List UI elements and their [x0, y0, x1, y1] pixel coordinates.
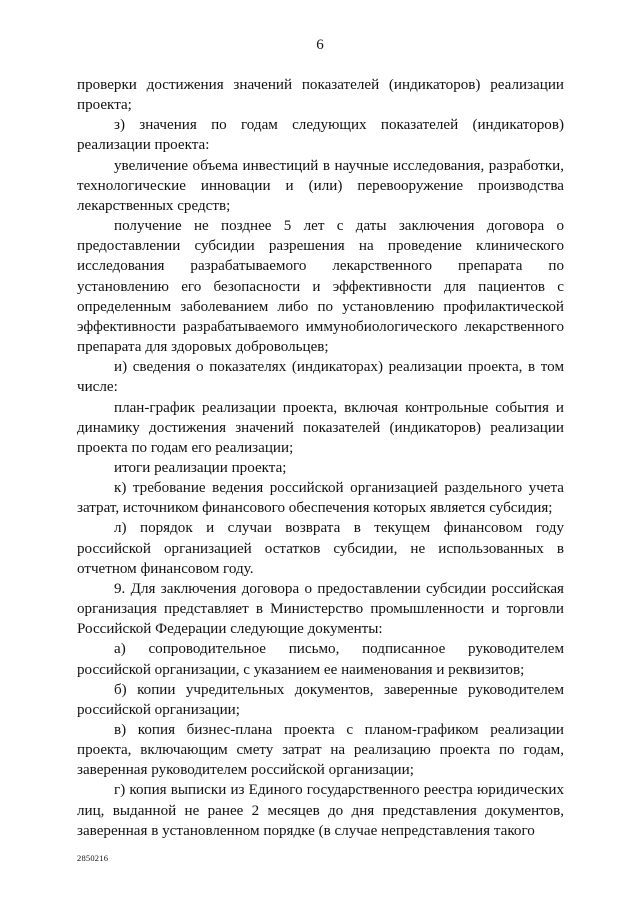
paragraph-item-z: з) значения по годам следующих показателей (индикаторов) реализации проекта: [77, 117, 564, 154]
paragraph-item-l: л) порядок и случаи возврата в текущем финансовом году российской организацией остатков субсидии, не использованных в отчетном финансовом году. [77, 520, 564, 577]
paragraph-section-9: 9. Для заключения договора о предоставлении субсидии российская организация представляет в Министерство промышленности и торговли Российской Федерации следующие документы: [77, 580, 564, 638]
document-body [77, 75, 564, 841]
page-number: 6 [316, 37, 324, 53]
paragraph-investment-increase: увеличение объема инвестиций в научные исследования, разработки, технологические инновации и (или) перевооружение производства лекарственных средств; [77, 157, 564, 214]
paragraph-schedule: план-график реализации проекта, включая контрольные события и динамику достижения значений показателей (индикаторов) реализации проекта по годам его реализации; [77, 399, 564, 456]
paragraph-clinical-permission: получение не позднее 5 лет с даты заключения договора о предоставлении субсидии разрешения на проведение клинического исследования разрабатываемого лекарственного препарата по установлению его безопасности и эффективности для пациентов с определенным заболеванием либо по установлению профилактической эффективности разрабатываемого иммунобиологического лекарственного препарата для здоровых добровольцев; [77, 218, 564, 356]
document-code: 2850216 [77, 853, 109, 863]
paragraph-continuation: проверки достижения значений показателей (индикаторов) реализации проекта; [77, 77, 564, 114]
paragraph-results: итоги реализации проекта; [114, 459, 287, 476]
paragraph-item-v: в) копия бизнес-плана проекта с планом-графиком реализации проекта, включающим смету затрат на реализацию проекта по годам, заверенная руководителем российской организации; [77, 722, 564, 779]
paragraph-item-k: к) требование ведения российской организацией раздельного учета затрат, источником финансового обеспечения которых является субсидия; [77, 480, 564, 517]
paragraph-item-g: г) копия выписки из Единого государственного реестра юридических лиц, выданной не ранее 2 месяцев до дня представления документов, заверенная в установленном порядке (в случае непредставления такого [77, 782, 564, 839]
paragraph-item-i: и) сведения о показателях (индикаторах) реализации проекта, в том числе: [77, 359, 564, 396]
paragraph-item-b: б) копии учредительных документов, заверенные руководителем российской организации; [77, 681, 564, 718]
paragraph-item-a: а) сопроводительное письмо, подписанное руководителем российской организации, с указанием ее наименования и реквизитов; [77, 641, 564, 678]
